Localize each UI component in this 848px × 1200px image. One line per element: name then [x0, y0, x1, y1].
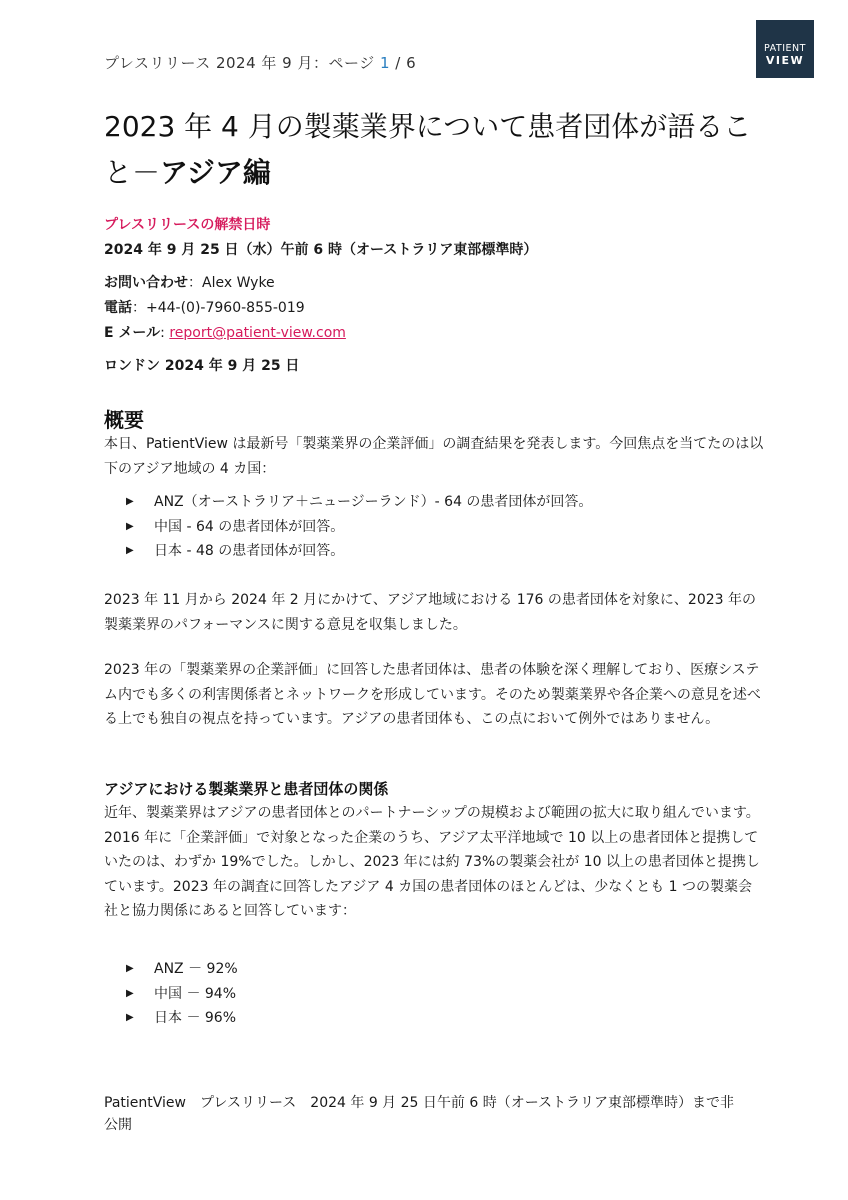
title-bold: アジア編 — [160, 156, 271, 189]
list-item: ▶ ANZ － 92% — [126, 957, 238, 982]
page-title — [104, 104, 754, 196]
logo-line1: PATIENT — [764, 43, 806, 54]
relations-paragraph: 近年、製薬業界はアジアの患者団体とのパートナーシップの規模および範囲の拡大に取り組んでいます。2016 年に「企業評価」で対象となった企業のうち、アジア太平洋地域で 10 以上の患者団体と提携していたのは、わずか 19%でした。しかし、2023 年には約 73%の製薬会社が 10 以上の患者団体と提携しています。2023 年の調査に回答したアジア 4 カ国の患者団体のほとんどは、少なくとも 1 つの製薬会社と協力関係にあると回答しています： — [104, 805, 760, 919]
bullet-triangle-icon: ▶ — [126, 545, 134, 556]
email-sep: : — [160, 325, 170, 341]
page-footer: PatientView プレスリリース 2024 年 9 月 25 日午前 6 時（オーストラリア東部標準時）まで非公開 — [104, 1095, 734, 1133]
inquiry-label: お問い合わせ — [104, 275, 188, 291]
contact-phone — [104, 298, 305, 318]
email-link[interactable]: report@patient-view.com — [169, 325, 346, 341]
overview-intro: 本日、PatientView は最新号「製薬業界の企業評価」の調査結果を発表します。今回焦点を当てたのは以下のアジア地域の 4 カ国： — [104, 436, 764, 477]
bullet-triangle-icon: ▶ — [126, 496, 134, 507]
collaboration-rate-list — [126, 957, 238, 1031]
list-item: ▶ 日本 － 96% — [126, 1006, 238, 1031]
contact-email — [104, 323, 346, 343]
survey-period-paragraph: 2023 年 11 月から 2024 年 2 月にかけて、アジア地域における 176 の患者団体を対象に、2023 年の製薬業界のパフォーマンスに関する意見を収集しました。 — [104, 592, 756, 633]
email-label: E メール — [104, 325, 161, 341]
inquiry-value: ：Alex Wyke — [188, 275, 275, 291]
dateline: ロンドン 2024 年 9 月 25 日 — [104, 358, 300, 374]
list-item: ▶ ANZ（オーストラリア＋ニュージーランド）- 64 の患者団体が回答。 — [126, 490, 592, 515]
relations-heading: アジアにおける製薬業界と患者団体の関係 — [104, 780, 389, 798]
embargo-datetime: 2024 年 9 月 25 日（水）午前 6 時（オーストラリア東部標準時） — [104, 242, 538, 258]
page-header — [104, 52, 416, 73]
bullet-triangle-icon: ▶ — [126, 987, 134, 999]
overview-heading: 概要 — [104, 408, 144, 432]
bullet-triangle-icon: ▶ — [126, 963, 134, 974]
phone-value: ：+44-(0)-7960-855-019 — [132, 300, 305, 316]
bullet-triangle-icon: ▶ — [126, 1012, 134, 1023]
logo-line2: VIEW — [765, 54, 805, 67]
bullet-triangle-icon: ▶ — [126, 520, 134, 532]
phone-label: 電話 — [104, 300, 132, 316]
header-total-pages: 6 — [406, 54, 417, 72]
list-item: ▶ 日本 - 48 の患者団体が回答。 — [126, 539, 592, 564]
list-item: ▶ 中国 - 64 の患者団体が回答。 — [126, 515, 592, 540]
country-response-list — [126, 490, 592, 564]
header-page-sep: / — [390, 54, 407, 72]
contact-inquiry — [104, 273, 275, 293]
title-main: 2023 年 4 月の製薬業界について患者団体が語ること－ — [104, 110, 752, 189]
list-item: ▶ 中国 － 94% — [126, 982, 238, 1007]
header-prefix: プレスリリース 2024 年 9 月：ページ — [104, 54, 380, 72]
header-current-page: 1 — [379, 54, 391, 72]
embargo-label: プレスリリースの解禁日時 — [104, 217, 271, 233]
patientview-logo — [756, 20, 814, 78]
patient-groups-paragraph: 2023 年の「製薬業界の企業評価」に回答した患者団体は、患者の体験を深く理解しており、医療システム内でも多くの利害関係者とネットワークを形成しています。そのため製薬業界や各企業への意見を述べる上でも独自の視点を持っています。アジアの患者団体も、この点において例外ではありません。 — [104, 662, 761, 727]
